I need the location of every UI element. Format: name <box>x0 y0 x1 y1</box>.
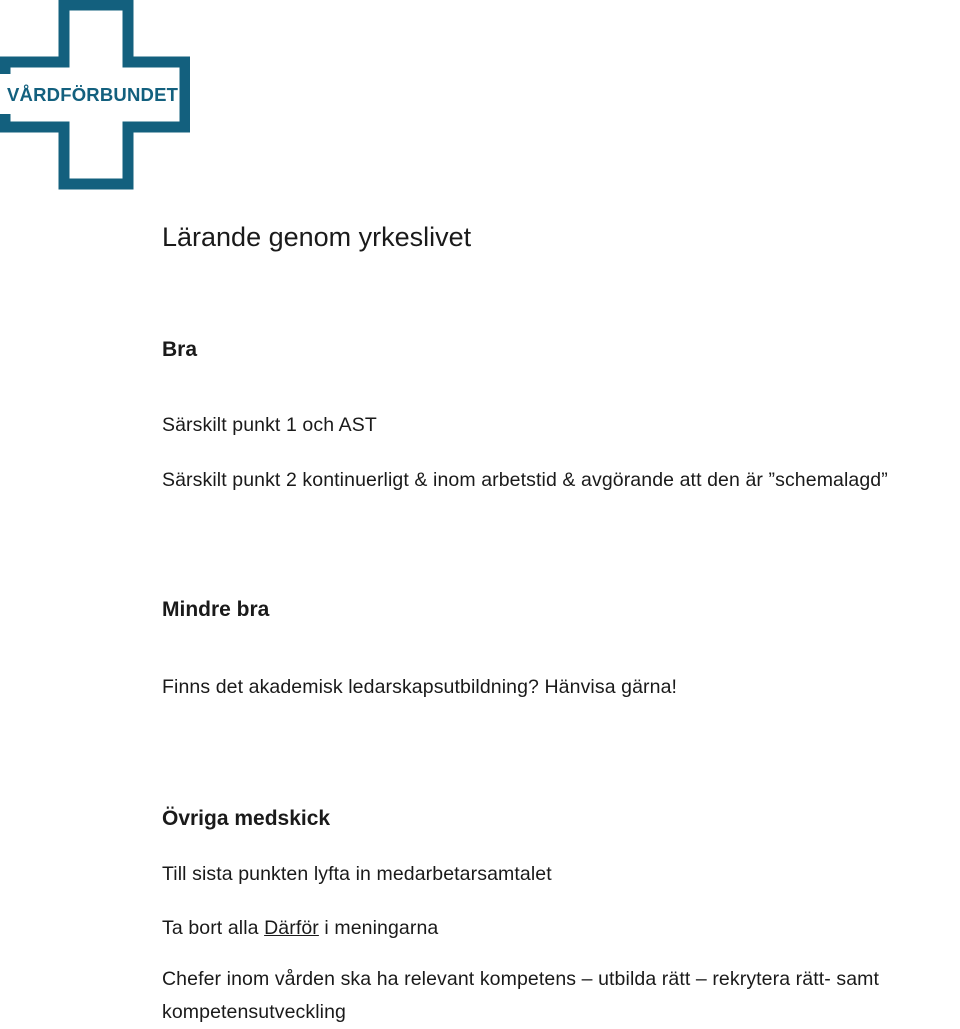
text-line: Till sista punkten lyfta in medarbetarsamtalet <box>162 863 552 885</box>
section-heading-bra: Bra <box>162 338 198 361</box>
underlined-word: Därför <box>264 917 319 939</box>
page-title: Lärande genom yrkeslivet <box>162 222 472 252</box>
section-heading-ovriga-medskick: Övriga medskick <box>162 807 331 830</box>
vardforbundet-logo <box>0 0 190 190</box>
section-heading-mindre-bra: Mindre bra <box>162 598 270 621</box>
logo-text: VÅRDFÖRBUNDET <box>7 84 179 105</box>
text-paragraph: Chefer inom vården ska ha relevant kompetens – utbilda rätt – rekrytera rätt- samt kompetensutveckling <box>162 968 880 1023</box>
text-line-mixed <box>162 917 438 940</box>
text-line: Finns det akademisk ledarskapsutbildning? Hänvisa gärna! <box>162 676 678 698</box>
text-line: Särskilt punkt 1 och AST <box>162 414 377 436</box>
text-line: Särskilt punkt 2 kontinuerligt & inom arbetstid & avgörande att den är ”schemalagd” <box>162 469 888 491</box>
text-segment: i meningarna <box>318 917 439 939</box>
text-segment: Ta bort alla <box>162 917 265 939</box>
